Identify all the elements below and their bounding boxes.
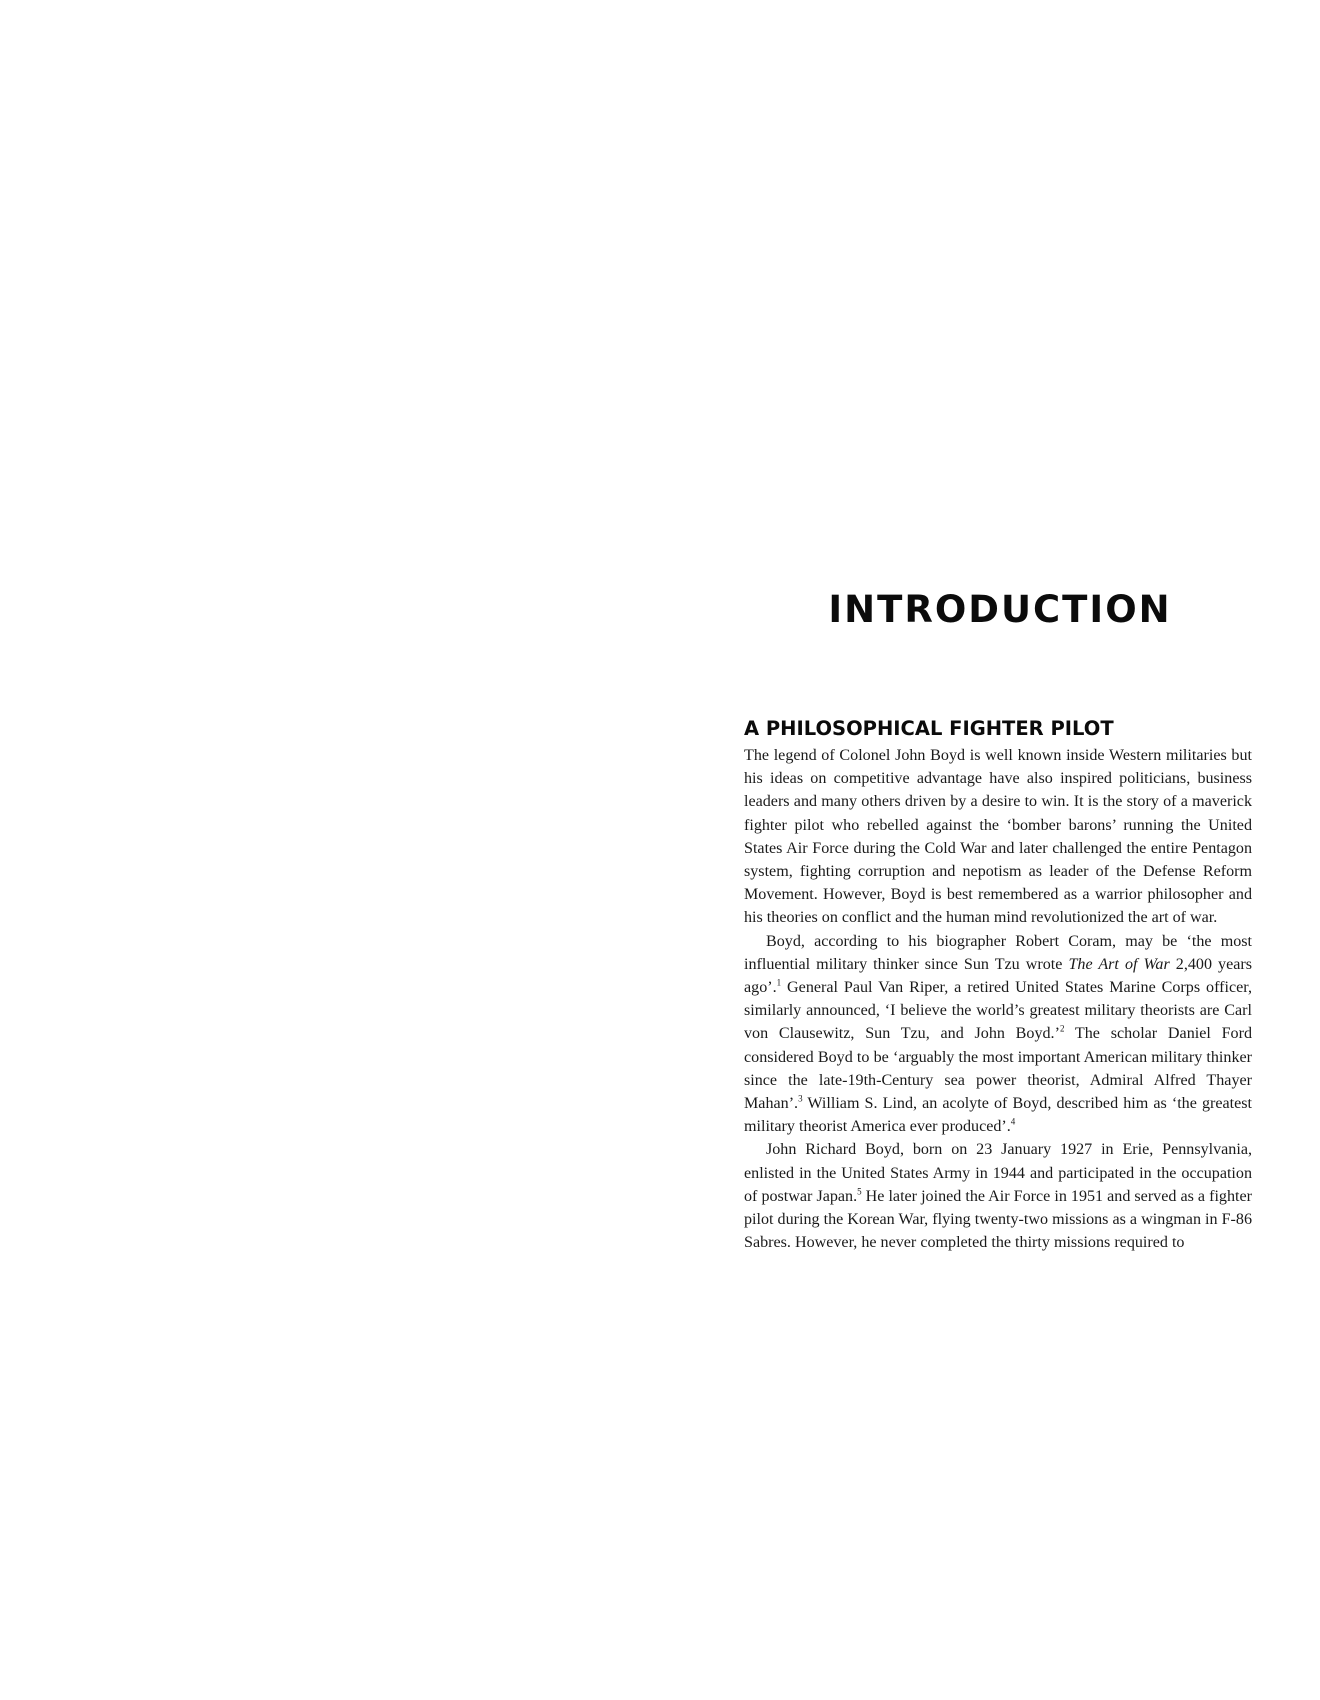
page-content <box>744 716 1252 1254</box>
paragraph-2-text-c: General Paul Van Riper, a retired United States Marine Corps officer, similarly announced, ‘I believe the world’s greatest military theorists are Carl von Clausewitz, Sun Tzu, and John Boyd.’ <box>744 979 1252 1043</box>
footnote-ref-3: 3 <box>798 1093 803 1104</box>
paragraph-3-text-a: John Richard Boyd, born on 23 January 1927 in Erie, Pennsylvania, enlisted in the United States Army in 1944 and participated in the occupation of postwar Japan. <box>744 1141 1252 1205</box>
paragraph-2-text-a: Boyd, according to his biographer Robert Coram, may be ‘the most influential military thinker since Sun Tzu wrote <box>744 932 1252 973</box>
footnote-ref-2: 2 <box>1059 1024 1065 1035</box>
paragraph-2-text-d: The scholar Daniel Ford considered Boyd to be ‘arguably the most important American military thinker since the late-19th-Century sea power theorist, Admiral Alfred Thayer Mahan’. <box>744 1025 1252 1113</box>
paragraph-3 <box>744 1138 1252 1254</box>
chapter-title: INTRODUCTION <box>828 588 1172 631</box>
footnote-ref-4: 4 <box>1010 1116 1016 1127</box>
footnote-ref-5: 5 <box>857 1186 862 1197</box>
book-title: The Art of War <box>1068 955 1170 973</box>
paragraph-2 <box>744 930 1252 1139</box>
paragraph-2-text-b: 2,400 years ago’. <box>744 955 1252 997</box>
footnote-ref-1: 1 <box>776 977 782 988</box>
paragraph-3-text-b: He later joined the Air Force in 1951 and served as a fighter pilot during the Korean War, flying twenty-two missions as a wingman in F-86 Sabres. However, he never completed the thirty missions required to <box>744 1187 1252 1252</box>
paragraph-1: The legend of Colonel John Boyd is well known inside Western militaries but his ideas on competitive advantage have also inspired politicians, business leaders and many others driven by a desire to win. It is the story of a maverick fighter pilot who rebelled against the ‘bomber barons’ running the United States Air Force during the Cold War and later challenged the entire Pentagon system, fighting corruption and nepotism as leader of the Defense Reform Movement. However, Boyd is best remembered as a warrior philosopher and his theories on conflict and the human mind revolutionized the art of war. <box>744 747 1252 927</box>
section-heading: A PHILOSOPHICAL FIGHTER PILOT <box>744 717 1114 740</box>
paragraph-2-text-e: William S. Lind, an acolyte of Boyd, described him as ‘the greatest military theorist America ever produced’. <box>744 1095 1252 1136</box>
